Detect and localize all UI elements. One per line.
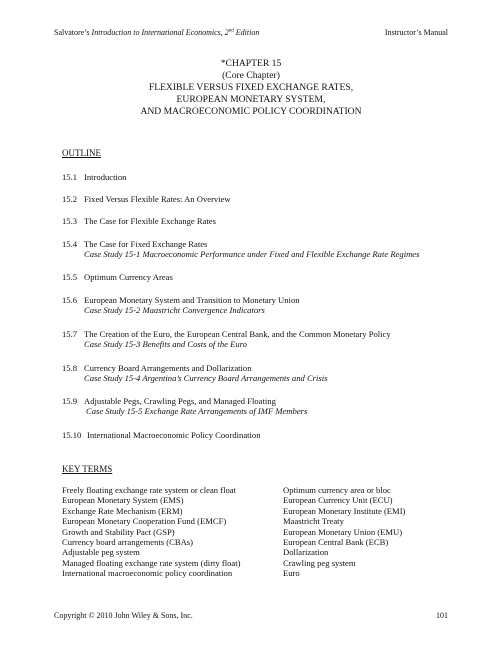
outline-item: 15.4 The Case for Fixed Exchange Rates <box>62 239 208 249</box>
key-term: Currency board arrangements (CBAs) <box>62 536 194 547</box>
key-term: European Central Bank (ECB) <box>283 536 389 547</box>
header-manual-label: Instructor’s Manual <box>384 28 448 37</box>
page-footer <box>54 611 448 621</box>
key-term: European Monetary Cooperation Fund (EMCF) <box>62 516 227 527</box>
outline-heading: OUTLINE <box>62 148 101 158</box>
key-term: European Currency Unit (ECU) <box>283 495 393 506</box>
key-term: Crawling peg system <box>283 557 356 568</box>
key-term: Maastricht Treaty <box>283 516 344 527</box>
outline-item: 15.9 Adjustable Pegs, Crawling Pegs, and Managed Floating <box>62 396 276 406</box>
case-study: Case Study 15-1 Macroeconomic Performance under Fixed and Flexible Exchange Rate Regimes <box>84 249 420 259</box>
page-number: 101 <box>436 611 448 620</box>
case-study: Case Study 15-3 Benefits and Costs of the Euro <box>84 339 247 349</box>
chapter-subtitle: (Core Chapter) <box>222 70 280 81</box>
outline-item: 15.10 International Macroeconomic Policy Coordination <box>62 430 261 440</box>
outline-item: 15.1 Introduction <box>62 172 127 182</box>
key-term: European Monetary Union (EMU) <box>283 526 403 537</box>
key-term: Managed floating exchange rate system (dirty float) <box>62 557 241 568</box>
key-term: Adjustable peg system <box>62 547 140 558</box>
running-header <box>54 28 448 38</box>
case-study: Case Study 15-5 Exchange Rate Arrangements of IMF Members <box>86 406 308 416</box>
outline-item: 15.7 The Creation of the Euro, the European Central Bank, and the Common Monetary Policy <box>62 329 391 339</box>
key-term: Freely floating exchange rate system or clean float <box>62 485 236 495</box>
copyright-notice: Copyright © 2010 John Wiley & Sons, Inc. <box>54 611 193 620</box>
outline-item: 15.3 The Case for Flexible Exchange Rates <box>62 216 216 226</box>
key-term: European Monetary System (EMS) <box>62 495 184 506</box>
chapter-title-line: AND MACROECONOMIC POLICY COORDINATION <box>140 106 362 117</box>
key-term: Euro <box>283 568 300 579</box>
outline-item: 15.5 Optimum Currency Areas <box>62 272 173 282</box>
key-term: European Monetary Institute (EMI) <box>283 505 406 516</box>
outline-item: 15.2 Fixed Versus Flexible Rates: An Overview <box>62 194 231 204</box>
outline-item: 15.8 Currency Board Arrangements and Dollarization <box>62 363 252 373</box>
chapter-title-line: EUROPEAN MONETARY SYSTEM, <box>176 94 326 105</box>
key-term: Dollarization <box>283 547 329 558</box>
chapter-title-line: FLEXIBLE VERSUS FIXED EXCHANGE RATES, <box>148 82 354 93</box>
case-study: Case Study 15-2 Maastricht Convergence Indicators <box>84 305 265 315</box>
chapter-title-block <box>0 58 502 118</box>
key-terms-right-column <box>283 485 405 579</box>
header-book-title: Salvatore’s Introduction to International Economics, 2nd Edition <box>54 28 260 37</box>
chapter-number: *CHAPTER 15 <box>220 58 282 69</box>
case-study: Case Study 15-4 Argentina’s Currency Board Arrangements and Crisis <box>84 373 328 383</box>
key-terms-heading: KEY TERMS <box>62 464 113 474</box>
key-term: Optimum currency area or bloc <box>283 485 391 495</box>
key-terms-left-column <box>62 485 241 579</box>
key-term: Growth and Stability Pact (GSP) <box>62 526 175 537</box>
outline-item: 15.6 European Monetary System and Transition to Monetary Union <box>62 295 300 305</box>
key-term: Exchange Rate Mechanism (ERM) <box>62 505 183 516</box>
key-term: International macroeconomic policy coordination <box>62 568 233 579</box>
